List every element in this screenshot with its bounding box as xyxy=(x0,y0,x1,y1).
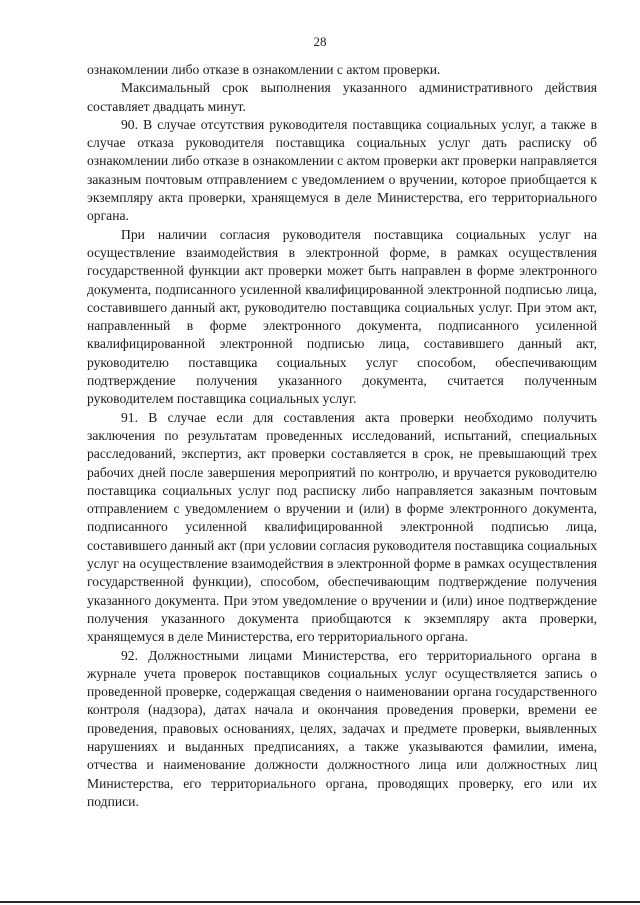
document-body xyxy=(87,61,597,811)
scan-edge-line xyxy=(0,901,640,903)
paragraph-91: 91. В случае если для составления акта проверки необходимо получить заключения по результатам проведенных исследований, испытаний, специальных расследований, экспертиз, акт проверки составляется в срок, не превышающий трех рабочих дней после завершения мероприятий по контролю, и вручается руководителю поставщика социальных услуг под расписку либо направляется заказным почтовым отправлением с уведомлением о вручении и (или) в форме электронного документа, подписанного усиленной квалифицированной электронной подписью лица, составившего данный акт (при условии согласия руководителя поставщика социальных услуг на осуществление взаимодействия в электронной форме в рамках осуществления государственной функции), способом, обеспечивающим подтверждение получения указанного документа. При этом уведомление о вручении и (или) иное подтверждение получения указанного документа приобщаются к экземпляру акта проверки, хранящемуся в деле Министерства, его территориального органа. xyxy=(87,409,597,645)
page-number: 28 xyxy=(313,34,327,49)
paragraph-max-duration: Максимальный срок выполнения указанного административного действия составляет двадцать минут. xyxy=(87,80,597,114)
paragraph-90: 90. В случае отсутствия руководителя поставщика социальных услуг, а также в случае отказа руководителя поставщика социальных услуг дать расписку об ознакомлении либо отказе в ознакомлении с актом проверки акт проверки направляется заказным почтовым отправлением с уведомлением о вручении, которое приобщается к экземпляру акта проверки, хранящемуся в деле Министерства, его территориального органа. xyxy=(87,116,597,224)
paragraph-90-electronic: При наличии согласия руководителя поставщика социальных услуг на осуществление взаимодействия в электронной форме, в рамках осуществления государственной функции акт проверки может быть направлен в форме электронного документа, подписанного усиленной квалифицированной электронной подписью лица, составившего данный акт, руководителю поставщика социальных услуг. При этом акт, направленный в форме электронного документа, подписанного усиленной квалифицированной электронной подписью лица, составившего данный акт, руководителю поставщика социальных услуг способом, обеспечивающим подтверждение получения указанного документа, считается полученным руководителем поставщика социальных услуг. xyxy=(87,226,597,407)
paragraph-continuation: ознакомлении либо отказе в ознакомлении с актом проверки. xyxy=(87,62,441,77)
paragraph-92: 92. Должностными лицами Министерства, его территориального органа в журнале учета проверок поставщиков социальных услуг осуществляется запись о проведенной проверке, содержащая сведения о наименовании органа государственного контроля (надзора), датах начала и окончания проведения проверки, времени ее проведения, правовых основаниях, целях, задачах и предмете проверки, выявленных нарушениях и выданных предписаниях, а также указываются фамилии, имена, отчества и наименование должности должностного лица или должностных лиц Министерства, его территориального органа, проводящих проверку, его или их подписи. xyxy=(87,647,597,809)
